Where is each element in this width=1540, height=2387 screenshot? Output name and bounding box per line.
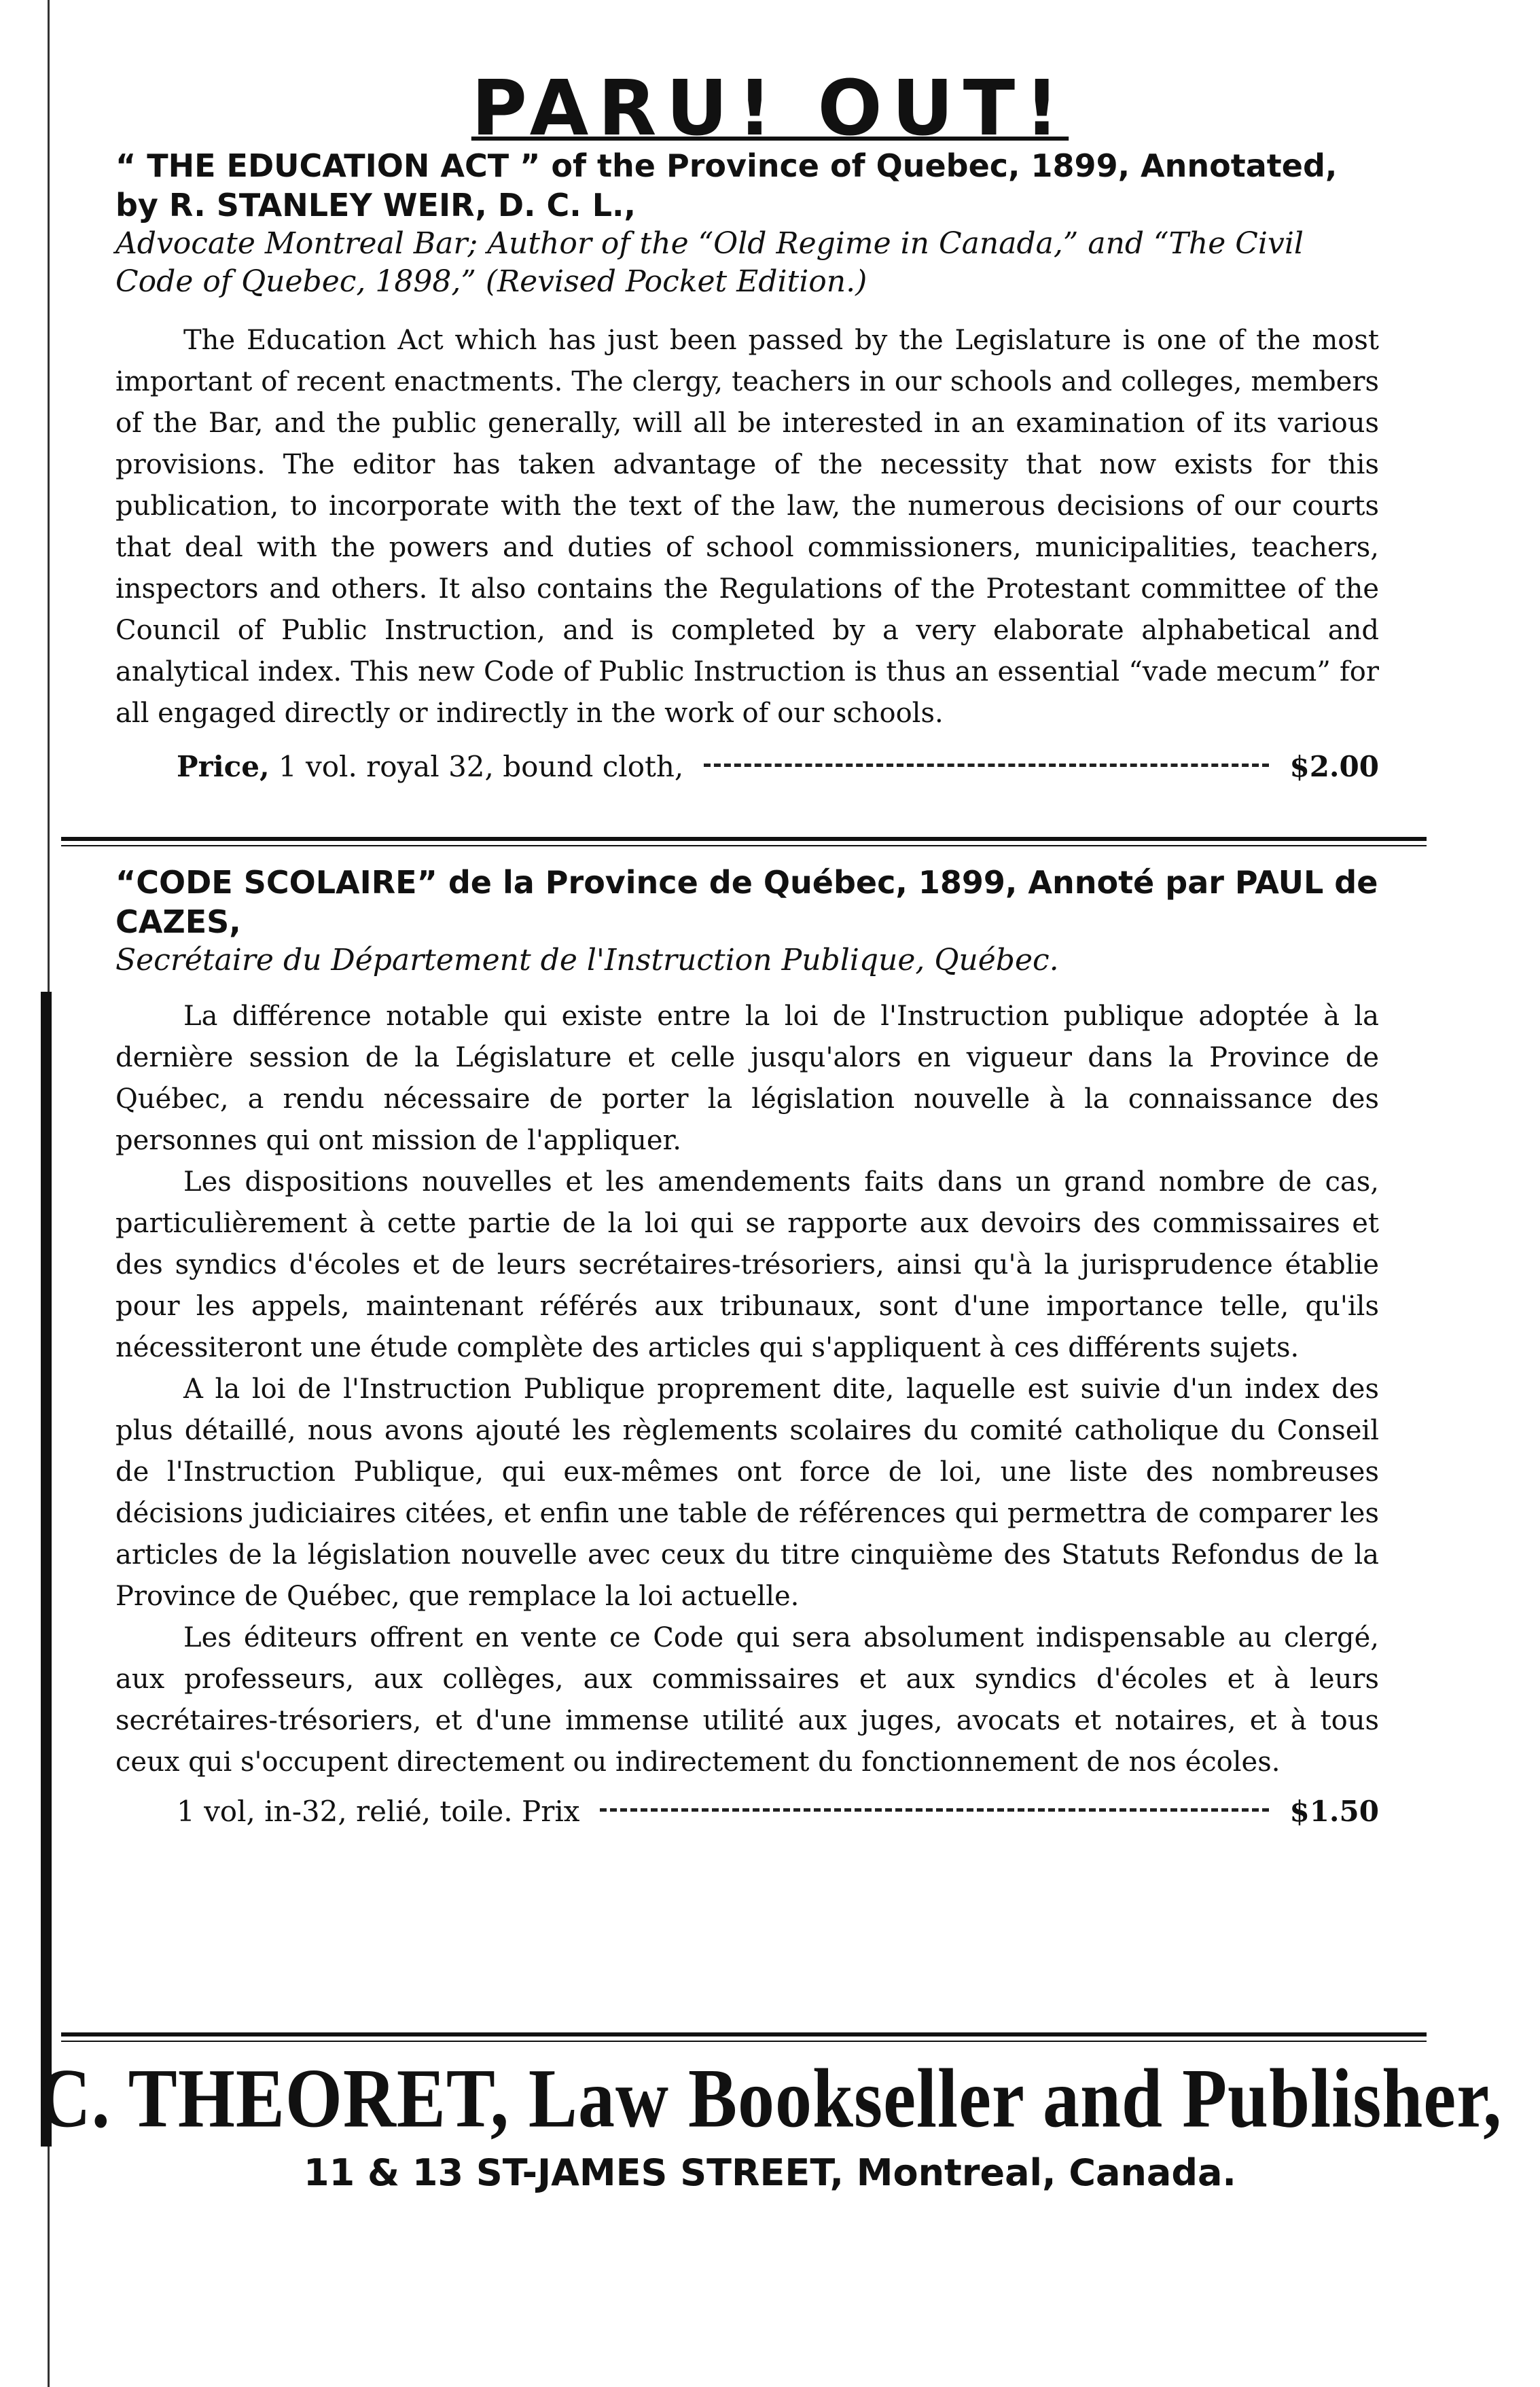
publisher-block [0, 2052, 1540, 2197]
section-divider-top-thin [61, 845, 1427, 846]
education-act-price-line [177, 747, 1379, 787]
code-scolaire-section [115, 863, 1379, 1832]
education-act-price-amount: $2.00 [1289, 750, 1379, 783]
education-act-heading: “ THE EDUCATION ACT ” of the Province of Quebec, 1899, Annotated, by R. STANLEY WEIR, D. C. L., [115, 147, 1338, 223]
code-scolaire-paragraph-1: La différence notable qui existe entre la loi de l'Instruction publique adoptée à la dernière session de la Législature et celle jusqu'alors en vigueur dans la Province de Québec, a rendu nécessaire de porter la législation nouvelle à la connaissance des personnes qui ont mission de l'appliquer. [115, 1001, 1379, 1156]
section-divider-bottom-thin [61, 2041, 1427, 2042]
price-leader-dots [704, 764, 1269, 767]
code-scolaire-paragraph-2: Les dispositions nouvelles et les amendements faits dans un grand nombre de cas, particulièrement à cette partie de la loi qui se rapporte aux devoirs des commissaires et des syndics d'écoles et de leurs secrétaires-trésoriers, ainsi qu'à la jurisprudence établie pour les appels, maintenant référés aux tribunaux, sont d'une importance telle, qu'ils nécessiteront une étude complète des articles qui s'appliquent à ces différents sujets. [115, 1166, 1379, 1363]
education-act-price-label: Price, [177, 750, 270, 783]
education-act-section [115, 146, 1379, 787]
code-scolaire-paragraph-3: A la loi de l'Instruction Publique proprement dite, laquelle est suivie d'un index des plus détaillé, nous avons ajouté les règlements scolaires du comité catholique du Conseil de l'Instruction Publique, qui eux-mêmes ont force de loi, une liste des nombreuses décisions judiciaires citées, et enfin une table de références qui permettra de comparer les articles de la législation nouvelle avec ceux du titre cinquième des Statuts Refondus de la Province de Québec, que remplace la loi actuelle. [115, 1374, 1379, 1612]
code-scolaire-price-desc: 1 vol, in-32, relié, toile. Prix [177, 1795, 580, 1828]
banner-title: PARU! OUT! [471, 65, 1069, 153]
code-scolaire-price-amount: $1.50 [1289, 1795, 1379, 1828]
code-scolaire-price-line [177, 1791, 1379, 1832]
binding-bar [41, 992, 52, 2147]
education-act-subheading: Advocate Montreal Bar; Author of the “Old Regime in Canada,” and “The Civil Code of Quebec, 1898,” (Revised Pocket Edition.) [115, 226, 1304, 299]
section-divider-bottom [61, 2032, 1427, 2036]
code-scolaire-paragraph-4: Les éditeurs offrent en vente ce Code qui sera absolument indispensable au clergé, aux professeurs, aux collèges, aux commissaires et aux syndics d'écoles et à leurs secrétaires-trésoriers, et d'une immense utilité aux juges, avocats et notaires, et à tous ceux qui s'occupent directement ou indirectement du fonctionnement de nos écoles. [115, 1622, 1379, 1778]
education-act-description: The Education Act which has just been passed by the Legislature is one of the most important of recent enactments. The clergy, teachers in our schools and colleges, members of the Bar, and the public generally, will all be interested in an examination of its various provisions. The editor has taken advantage of the necessity that now exists for this publication, to incorporate with the text of the law, the numerous decisions of our courts that deal with the powers and duties of school commissioners, municipalities, teachers, inspectors and others. It also contains the Regulations of the Protestant committee of the Council of Public Instruction, and is completed by a very elaborate alphabetical and analytical index. This new Code of Public Instruction is thus an essential “vade mecum” for all engaged directly or indirectly in the work of our schools. [115, 325, 1379, 729]
code-scolaire-heading: “CODE SCOLAIRE” de la Province de Québec, 1899, Annoté par PAUL de CAZES, [115, 864, 1378, 940]
education-act-price-desc: 1 vol. royal 32, bound cloth, [278, 750, 684, 783]
code-scolaire-subheading: Secrétaire du Département de l'Instruction Publique, Québec. [115, 943, 1059, 977]
publisher-address: 11 & 13 ST-JAMES STREET, Montreal, Canada. [304, 2151, 1236, 2194]
education-act-price-label-group [177, 747, 683, 787]
publisher-name: C. THEORET, Law Bookseller and Publisher, [37, 2052, 1503, 2145]
price-leader-dots [600, 1808, 1269, 1812]
section-divider-top [61, 837, 1427, 841]
